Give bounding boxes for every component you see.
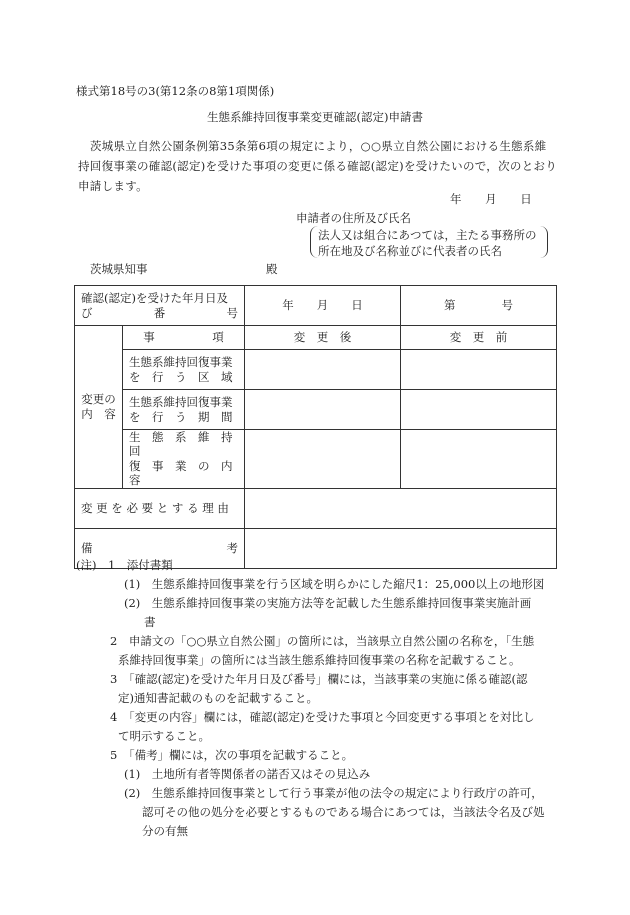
group-label-a: 変更の [81, 392, 116, 407]
note-item-cont: 認可その他の処分を必要とするものである場合にあつては，当該法令名及び処 [142, 805, 545, 819]
col-after-header: 変 更 後 [245, 326, 401, 350]
remarks-label [81, 541, 238, 555]
intro-paragraph: 茨城県立自然公園条例第35条第6項の規定により，○○県立自然公園における生態系維持回復事業の確認(認定)を受けた事項の変更に係る確認(認定)を受けたいので，次のとおり申請します。 [78, 139, 558, 193]
table-row [75, 430, 557, 489]
row1-label-b2: 番 [153, 305, 166, 320]
table-row [75, 286, 557, 326]
item2-before-cell[interactable] [401, 390, 557, 430]
table-row [75, 350, 557, 390]
applicant-label: 申請者の住所及び氏名 [296, 211, 411, 225]
row1-label-b [81, 306, 238, 320]
row1-label-b1: び [81, 305, 93, 320]
note-item-cont: 定)通知書記載のものを記載すること。 [118, 691, 318, 705]
reason-value-cell[interactable] [245, 488, 557, 528]
item3-after-cell[interactable] [245, 430, 401, 489]
remarks-label-a: 備 [81, 540, 93, 555]
note-item: 4 「変更の内容」欄には，確認(認定)を受けた事項と今回変更する事項とを対比し [110, 710, 535, 724]
honorific: 殿 [266, 262, 278, 276]
applicant-bracket [310, 226, 546, 258]
note-item: (1) 生態系維持回復事業を行う区域を明らかにした縮尺1：25,000以上の地形図 [124, 577, 545, 591]
addressee: 茨城県知事 [90, 262, 148, 276]
row1-number-cell[interactable]: 第 号 [401, 286, 557, 326]
note-item: 5 「備考」欄には，次の事項を記載すること。 [110, 748, 354, 762]
item2-label-b: を 行 う 期 間 [129, 409, 233, 424]
reason-label-cell: 変 更 を 必 要 と す る 理 由 [75, 488, 245, 528]
remarks-label-b: 考 [226, 540, 239, 555]
note-item: (1) 土地所有者等関係者の諾否又はその見込み [124, 767, 371, 781]
col-before-header: 変 更 前 [401, 326, 557, 350]
group-label-b: 内 容 [81, 406, 116, 421]
item3-label-b: 復 事 業 の 内 容 [129, 458, 244, 488]
item3-before-cell[interactable] [401, 430, 557, 489]
bracket-line-1: 法人又は組合にあつては，主たる事務所の [318, 228, 537, 242]
note-item: 3 「確認(認定)を受けた年月日及び番号」欄には，当該事業の実施に係る確認(認 [110, 672, 528, 686]
table-row [75, 326, 557, 350]
note-item: (2) 生態系維持回復事業として行う事業が他の法令の規定により行政庁の許可， [124, 786, 543, 800]
note-heading: (注) 1 添付書類 [76, 558, 173, 572]
note-item: (2) 生態系維持回復事業の実施方法等を記載した生態系維持回復事業実施計画 [124, 596, 532, 610]
bracket-line-2: 所在地及び名称並びに代表者の氏名 [318, 244, 502, 258]
date-line: 年 月 日 [450, 192, 532, 206]
notes-section [76, 556, 566, 841]
item2-label-a: 生態系維持回復事業 [129, 395, 233, 410]
group-label-cell [75, 326, 123, 489]
item2-after-cell[interactable] [245, 390, 401, 430]
note-item-cont: 分の有無 [142, 824, 188, 838]
row1-label-cell [75, 286, 245, 326]
table-row [75, 488, 557, 528]
col-item-header: 事 項 [123, 326, 245, 350]
note-item-cont: 書 [144, 615, 156, 629]
item2-label-cell [123, 390, 245, 430]
row1-label-b3: 号 [226, 305, 238, 320]
item1-label-a: 生態系維持回復事業 [129, 355, 233, 370]
row1-date-cell[interactable]: 年 月 日 [245, 286, 401, 326]
item1-label-b: を 行 う 区 域 [129, 369, 233, 384]
item3-label-cell [123, 430, 245, 489]
bracket-text [318, 227, 537, 259]
form-number: 様式第18号の3(第12条の8第1項関係) [76, 84, 275, 98]
item1-before-cell[interactable] [401, 350, 557, 390]
document-title: 生態系維持回復事業変更確認(認定)申請書 [207, 110, 423, 124]
item1-after-cell[interactable] [245, 350, 401, 390]
application-table [74, 285, 557, 569]
item1-label-cell [123, 350, 245, 390]
item3-label-a: 生 態 系 維 持 回 [129, 430, 244, 459]
note-item-cont: 系維持回復事業」の箇所には当該生態系維持回復事業の名称を記載すること。 [118, 653, 521, 667]
note-item: 2 申請文の「○○県立自然公園」の箇所には，当該県立自然公園の名称を，「生態 [110, 634, 535, 648]
table-row [75, 390, 557, 430]
row1-label-a: 確認(認定)を受けた年月日及 [81, 291, 228, 306]
note-item-cont: て明示すること。 [118, 729, 210, 743]
